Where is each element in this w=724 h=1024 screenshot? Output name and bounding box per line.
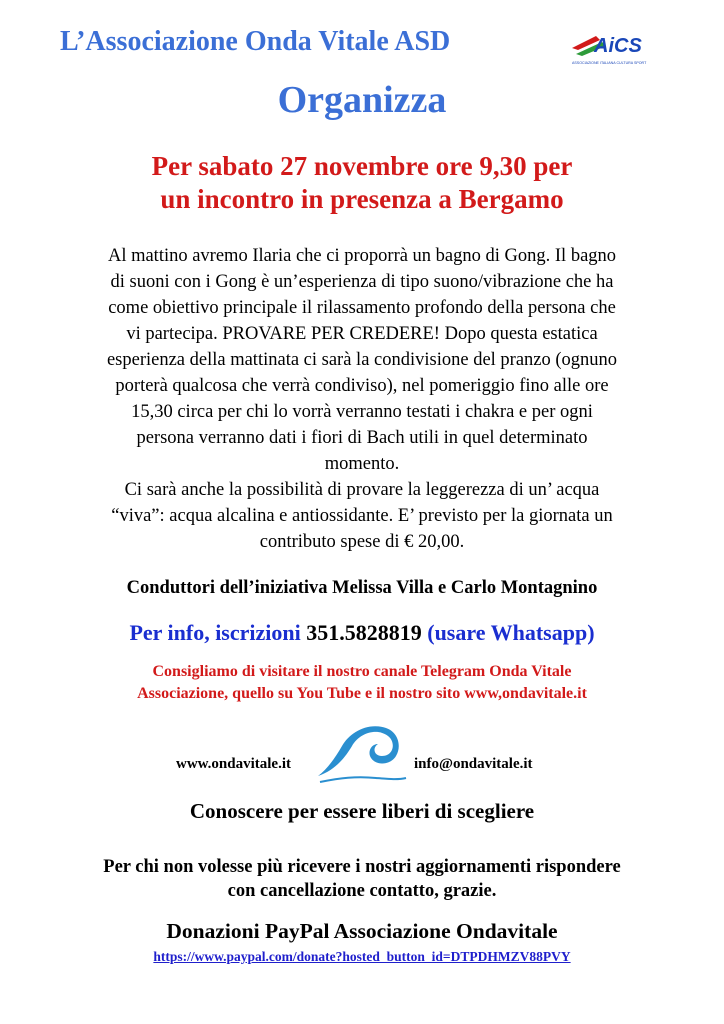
wave-logo-icon xyxy=(316,726,408,784)
logo-caption: ASSOCIAZIONE ITALIANA CULTURA SPORT xyxy=(572,61,647,65)
recommendation-line: Associazione, quello su You Tube e il nostro sito www,ondavitale.it xyxy=(137,685,587,702)
paypal-donate-link[interactable]: https://www.paypal.com/donate?hosted_button_id=DTPDHMZV88PVY xyxy=(153,949,571,964)
logo-text: AiCS xyxy=(594,35,642,57)
body-line: momento. xyxy=(324,454,400,474)
body-line: 15,30 circa per chi lo vorrà verranno testati i chakra e per ogni xyxy=(131,402,593,422)
email-text: info@ondavitale.it xyxy=(414,756,533,772)
body-line: vi partecipa. PROVARE PER CREDERE! Dopo questa estatica xyxy=(126,324,598,344)
donation-title: Donazioni PayPal Associazione Ondavitale xyxy=(166,919,558,943)
document-title: L’Associazione Onda Vitale ASD xyxy=(60,26,451,57)
body-line: porterà qualcosa che verrà condiviso), nel pomeriggio fino alle ore xyxy=(115,376,609,396)
body-line: contributo spese di € 20,00. xyxy=(259,532,465,552)
body-line: persona verranno dati i fiori di Bach utili in quel determinato xyxy=(136,428,588,448)
facilitators-line: Conduttori dell’iniziativa Melissa Villa e Carlo Montagnino xyxy=(126,578,598,598)
info-suffix: (usare Whatsapp) xyxy=(427,620,595,645)
event-description xyxy=(52,243,672,555)
phone-number: 351.5828819 xyxy=(306,620,422,645)
recommendation-line: Consigliamo di visitare il nostro canale Telegram Onda Vitale xyxy=(152,663,572,680)
unsubscribe-note xyxy=(30,855,694,903)
event-date-line: Per sabato 27 novembre ore 9,30 per xyxy=(151,151,573,181)
aics-logo xyxy=(566,28,656,68)
unsubscribe-line: con cancellazione contatto, grazie. xyxy=(227,881,497,901)
body-line: Ci sarà anche la possibilità di provare la leggerezza di un’ acqua xyxy=(124,480,600,500)
social-recommendation xyxy=(40,661,684,705)
unsubscribe-line: Per chi non volesse più ricevere i nostri aggiornamenti rispondere xyxy=(103,857,621,877)
body-line: di suoni con i Gong è un’esperienza di tipo suono/vibrazione che ha xyxy=(110,272,614,292)
motto: Conoscere per essere liberi di scegliere xyxy=(189,799,535,823)
body-line: “viva”: acqua alcalina e antiossidante. E’ previsto per la giornata un xyxy=(111,506,613,526)
info-line xyxy=(0,620,724,646)
body-line: esperienza della mattinata ci sarà la condivisione del pranzo (ognuno xyxy=(106,350,618,370)
body-line: come obiettivo principale il rilassamento profondo della persona che xyxy=(108,298,616,318)
event-heading xyxy=(40,150,684,216)
event-location-line: un incontro in presenza a Bergamo xyxy=(160,184,564,214)
website-text: www.ondavitale.it xyxy=(176,756,292,772)
info-prefix: Per info, iscrizioni xyxy=(129,620,301,645)
donation-link-container xyxy=(0,949,724,965)
subtitle-organizza: Organizza xyxy=(277,79,447,121)
body-line: Al mattino avremo Ilaria che ci proporrà un bagno di Gong. Il bagno xyxy=(107,246,617,266)
